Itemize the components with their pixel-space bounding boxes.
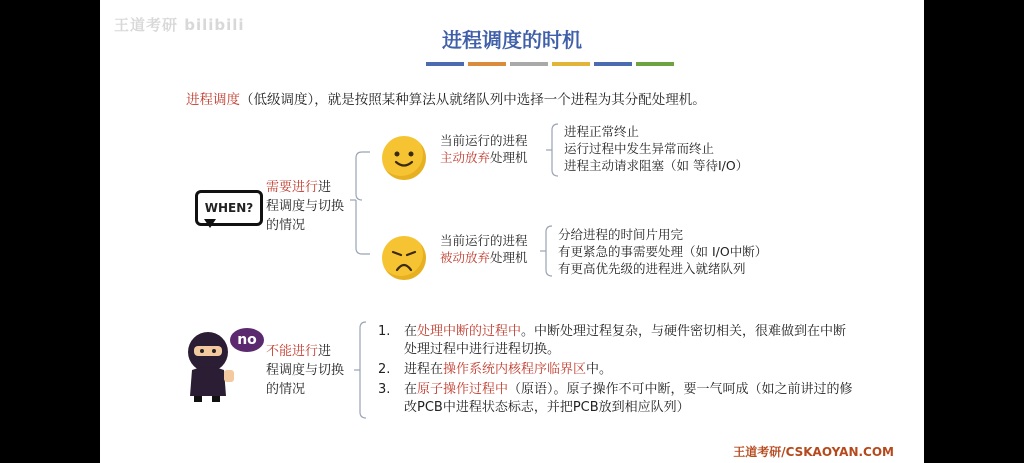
frowning-face-icon <box>382 236 426 280</box>
passive-post: 处理机 <box>490 250 528 265</box>
cannot-label-red: 不能进行 <box>266 344 319 359</box>
active-post: 处理机 <box>490 150 528 165</box>
need-label-red: 需要进行 <box>266 180 319 195</box>
active-pre: 当前运行的进程 <box>440 133 528 148</box>
need-label <box>266 178 344 235</box>
cannot-reasons-list <box>378 323 858 419</box>
item-text: 在原子操作过程中（原语）。原子操作不可中断，要一气呵成（如之前讲过的修改PCB中进程状态标志，并把PCB放到相应队列） <box>404 382 853 415</box>
list-item: 有更高优先级的进程进入就绪队列 <box>558 261 746 276</box>
footer-brand: 王道考研/CSKAOYAN.COM <box>733 445 894 459</box>
slide-title: 进程调度的时机 <box>442 28 582 52</box>
item-number: 3. <box>378 382 391 397</box>
smiley-face-icon <box>382 136 426 180</box>
passive-reasons-list <box>558 226 767 277</box>
when-bubble: WHEN? <box>195 190 263 226</box>
list-item: 运行过程中发生异常而终止 <box>564 141 715 156</box>
cannot-label <box>266 342 344 399</box>
list-item <box>378 381 858 417</box>
no-bubble: no <box>230 328 264 352</box>
watermark: 王道考研 bilibili <box>114 16 245 34</box>
item-number: 1. <box>378 324 391 339</box>
when-bubble-tail <box>204 219 216 228</box>
passive-red: 被动放弃 <box>440 250 491 265</box>
item-text: 在处理中断的过程中。中断处理过程复杂，与硬件密切相关，很难做到在中断处理过程中进行进程切换。 <box>404 324 847 357</box>
list-item <box>378 323 858 359</box>
intro-term: 进程调度 <box>186 92 240 108</box>
active-reasons-list <box>564 123 748 174</box>
list-item: 进程主动请求阻塞（如 等待I/O） <box>564 158 749 173</box>
active-red: 主动放弃 <box>440 150 491 165</box>
list-item <box>378 361 858 379</box>
list-item: 进程正常终止 <box>564 124 640 139</box>
passive-case-label <box>440 232 540 266</box>
item-text: 进程在操作系统内核程序临界区中。 <box>404 362 613 377</box>
slide <box>100 0 924 463</box>
list-item: 分给进程的时间片用完 <box>558 227 684 242</box>
list-item: 有更紧急的事需要处理（如 I/O中断） <box>558 244 768 259</box>
passive-pre: 当前运行的进程 <box>440 233 528 248</box>
need-label-rest: 进程调度与切换的情况 <box>266 180 345 233</box>
intro-rest: （低级调度），就是按照某种算法从就绪队列中选择一个进程为其分配处理机。 <box>240 92 706 108</box>
active-case-label <box>440 132 540 166</box>
item-number: 2. <box>378 362 391 377</box>
cannot-label-rest: 进程调度与切换的情况 <box>266 344 345 397</box>
